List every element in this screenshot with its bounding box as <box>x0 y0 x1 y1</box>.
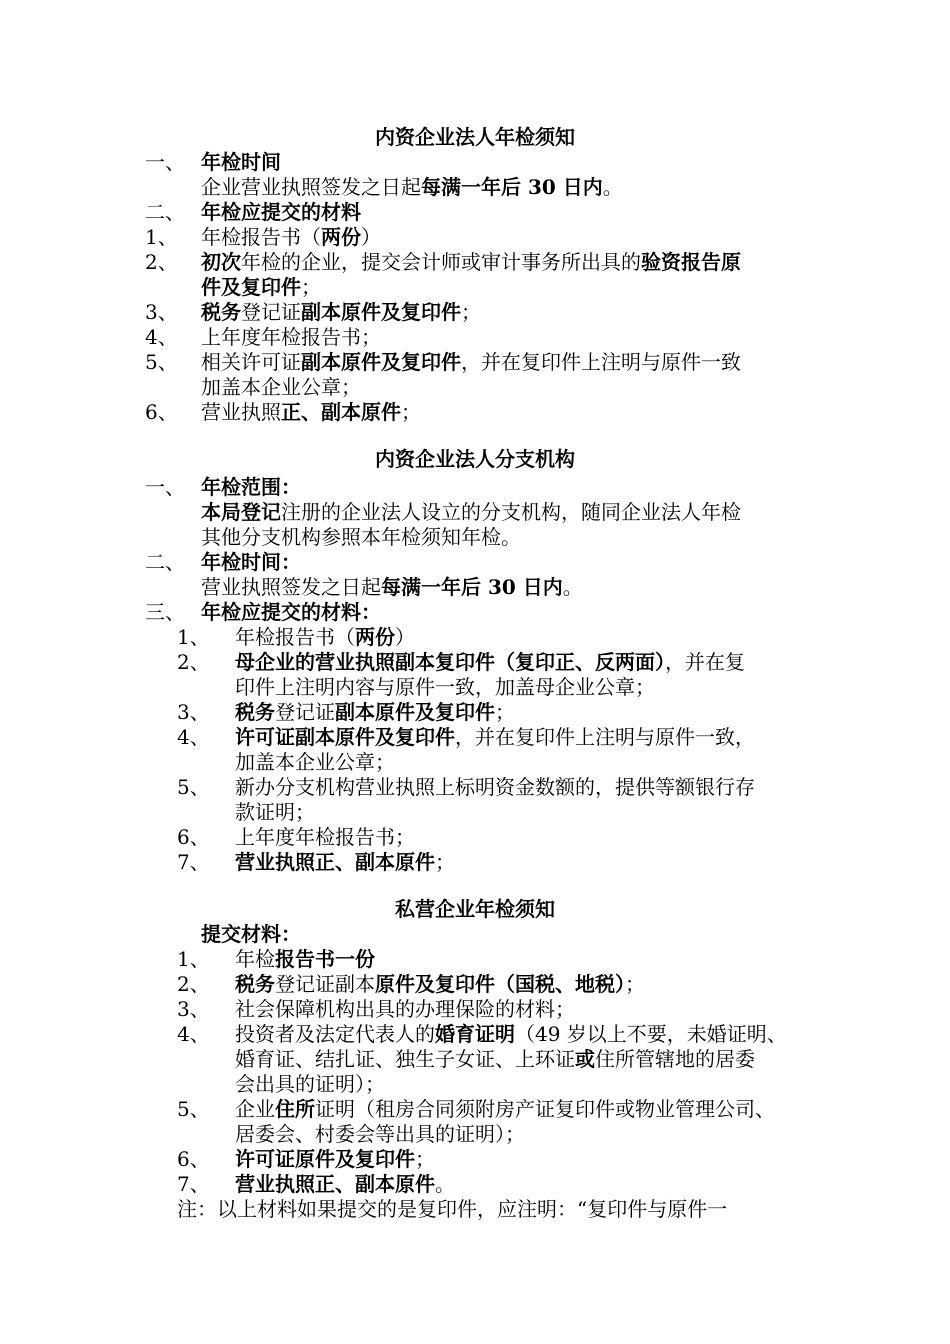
text-line <box>201 500 741 524</box>
text-run: 加盖本企业公章； <box>235 750 395 774</box>
text-line <box>201 400 421 424</box>
list-marker: 7、 <box>177 1172 210 1196</box>
bold-text: 每满一年后 30 日内 <box>381 575 563 599</box>
list-marker: 1、 <box>145 225 178 249</box>
bold-text: 件及复印件 <box>201 275 301 299</box>
text-run: 婚育证、结扎证、独生子女证、上环证 <box>235 1047 575 1071</box>
list-marker: 7、 <box>177 850 210 874</box>
bold-text: 原件及复印件（国税、地税） <box>375 972 625 996</box>
text-line <box>201 200 361 224</box>
bold-text: 副本原件及复印件 <box>301 300 461 324</box>
text-line <box>201 922 301 946</box>
list-marker: 一、 <box>145 150 185 174</box>
text-line <box>235 825 415 849</box>
text-run: ； <box>625 972 645 996</box>
text-run: 企业 <box>235 1097 275 1121</box>
text-run: 年检报告书（ <box>235 625 355 649</box>
list-marker: 5、 <box>177 1097 210 1121</box>
text-run: 营业执照签发之日起 <box>201 575 381 599</box>
list-marker: 4、 <box>145 325 178 349</box>
section-title: 内资企业法人分支机构 <box>375 447 575 471</box>
text-line <box>201 600 381 624</box>
text-line <box>235 725 755 749</box>
text-run: （49 岁以上不要，未婚证明、 <box>515 1022 787 1046</box>
text-line <box>235 650 745 674</box>
text-run: ） <box>361 225 381 249</box>
text-run: 企业营业执照签发之日起 <box>201 175 421 199</box>
bold-text: 税务 <box>201 300 241 324</box>
bold-text: 年检时间 <box>201 150 281 174</box>
text-line <box>235 1147 435 1171</box>
text-line <box>201 300 481 324</box>
bold-text: 年检应提交的材料： <box>201 600 381 624</box>
text-run: 印件上注明内容与原件一致，加盖母企业公章； <box>235 675 655 699</box>
list-marker: 6、 <box>145 400 178 424</box>
bold-text: 初次 <box>201 250 241 274</box>
text-line <box>235 1072 385 1096</box>
text-run: 注册的企业法人设立的分支机构，随同企业法人年检 <box>281 500 741 524</box>
text-run: 年检 <box>235 947 275 971</box>
text-line <box>201 375 361 399</box>
bold-text: 两份 <box>321 225 361 249</box>
list-marker: 三、 <box>145 600 185 624</box>
bold-text: 营业执照正、副本原件 <box>235 850 435 874</box>
text-line <box>235 700 515 724</box>
text-run: ； <box>495 700 515 724</box>
text-run: 年检的企业，提交会计师或审计事务所出具的 <box>241 250 641 274</box>
text-run: 上年度年检报告书； <box>235 825 415 849</box>
text-run: ； <box>461 300 481 324</box>
text-line <box>235 1047 755 1071</box>
bold-text: 验资报告原 <box>641 250 741 274</box>
text-line <box>235 1172 455 1196</box>
text-run: 注：以上材料如果提交的是复印件，应注明：“复印件与原件一 <box>177 1197 728 1221</box>
text-line <box>235 750 395 774</box>
list-marker: 二、 <box>145 200 185 224</box>
list-marker: 6、 <box>177 825 210 849</box>
bold-text: 或 <box>575 1047 595 1071</box>
text-line <box>201 525 521 549</box>
list-marker: 3、 <box>177 997 210 1021</box>
list-marker: 1、 <box>177 625 210 649</box>
list-marker: 2、 <box>145 250 178 274</box>
text-run: 年检报告书（ <box>201 225 321 249</box>
list-marker: 3、 <box>177 700 210 724</box>
text-run: 会出具的证明）； <box>235 1072 385 1096</box>
text-line <box>201 225 381 249</box>
text-run: 。 <box>562 575 583 599</box>
bold-text: 提交材料： <box>201 922 301 946</box>
bold-text: 年检应提交的材料 <box>201 200 361 224</box>
text-line <box>201 350 741 374</box>
bold-text: 营业执照正、副本原件 <box>235 1172 435 1196</box>
text-line <box>235 1122 525 1146</box>
text-run: 。 <box>435 1172 455 1196</box>
text-line <box>235 675 655 699</box>
text-run: 。 <box>602 175 623 199</box>
text-line <box>235 850 455 874</box>
text-run: ，并在复 <box>665 650 745 674</box>
text-run: ，并在复印件上注明与原件一致 <box>461 350 741 374</box>
text-line <box>235 775 755 799</box>
list-marker: 一、 <box>145 475 185 499</box>
list-marker: 3、 <box>145 300 178 324</box>
bold-text: 年检时间： <box>201 550 301 574</box>
text-run: 营业执照 <box>201 400 281 424</box>
bold-text: 税务 <box>235 972 275 996</box>
text-line <box>201 325 381 349</box>
text-line <box>201 175 623 199</box>
text-run: ； <box>415 1147 435 1171</box>
section-title: 私营企业年检须知 <box>395 897 555 921</box>
text-line <box>235 625 415 649</box>
text-run: ； <box>401 400 421 424</box>
text-line <box>235 800 315 824</box>
bold-text: 正、副本原件 <box>281 400 401 424</box>
bold-text: 税务 <box>235 700 275 724</box>
text-line <box>235 972 645 996</box>
text-line <box>201 575 583 599</box>
bold-text: 副本原件及复印件 <box>335 700 495 724</box>
text-run: 居委会、村委会等出具的证明）； <box>235 1122 525 1146</box>
text-line <box>201 250 741 274</box>
text-run: 证明（租房合同须附房产证复印件或物业管理公司、 <box>315 1097 775 1121</box>
bold-text: 本局登记 <box>201 500 281 524</box>
list-marker: 4、 <box>177 725 210 749</box>
text-run: ； <box>435 850 455 874</box>
list-marker: 二、 <box>145 550 185 574</box>
bold-text: 副本原件及复印件 <box>301 350 461 374</box>
text-run: 登记证 <box>275 700 335 724</box>
bold-text: 母企业的营业执照副本复印件（复印正、反两面） <box>235 650 665 674</box>
text-line <box>177 1197 727 1221</box>
text-line <box>201 150 281 174</box>
text-line <box>201 550 301 574</box>
text-line <box>235 1097 775 1121</box>
list-marker: 2、 <box>177 972 210 996</box>
text-run: 新办分支机构营业执照上标明资金数额的，提供等额银行存 <box>235 775 755 799</box>
list-marker: 5、 <box>177 775 210 799</box>
list-marker: 4、 <box>177 1022 210 1046</box>
text-line <box>201 275 321 299</box>
bold-text: 许可证原件及复印件 <box>235 1147 415 1171</box>
text-run: 登记证 <box>241 300 301 324</box>
text-run: 住所管辖地的居委 <box>595 1047 755 1071</box>
bold-text: 年检范围： <box>201 475 301 499</box>
bold-text: 住所 <box>275 1097 315 1121</box>
list-marker: 6、 <box>177 1147 210 1171</box>
text-run: 其他分支机构参照本年检须知年检。 <box>201 525 521 549</box>
bold-text: 婚育证明 <box>435 1022 515 1046</box>
text-run: 加盖本企业公章； <box>201 375 361 399</box>
list-marker: 1、 <box>177 947 210 971</box>
text-line <box>235 947 375 971</box>
text-run: 相关许可证 <box>201 350 301 374</box>
text-run: ； <box>301 275 321 299</box>
text-line <box>235 1022 787 1046</box>
text-run: ，并在复印件上注明与原件一致， <box>455 725 755 749</box>
text-run: 登记证副本 <box>275 972 375 996</box>
text-run: 投资者及法定代表人的 <box>235 1022 435 1046</box>
text-run: 社会保障机构出具的办理保险的材料； <box>235 997 575 1021</box>
section-title: 内资企业法人年检须知 <box>375 125 575 149</box>
bold-text: 每满一年后 30 日内 <box>421 175 603 199</box>
bold-text: 报告书一份 <box>275 947 375 971</box>
text-line <box>235 997 575 1021</box>
text-run: 款证明； <box>235 800 315 824</box>
bold-text: 两份 <box>355 625 395 649</box>
list-marker: 5、 <box>145 350 178 374</box>
list-marker: 2、 <box>177 650 210 674</box>
text-line <box>201 475 301 499</box>
bold-text: 许可证副本原件及复印件 <box>235 725 455 749</box>
text-run: ） <box>395 625 415 649</box>
text-run: 上年度年检报告书； <box>201 325 381 349</box>
